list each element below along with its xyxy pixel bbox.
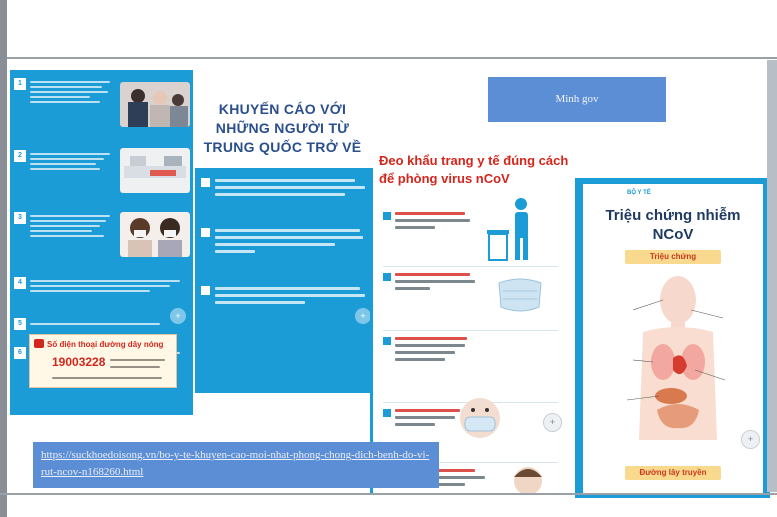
infographic-panel-2 (195, 168, 373, 393)
zoom-icon[interactable]: + (170, 308, 186, 324)
masked-people-photo (120, 212, 190, 257)
masked-face-icon (455, 393, 505, 443)
minh-gov-button[interactable]: Minh gov (488, 77, 666, 122)
hotline-label-text: Số điện thoại đường dây nóng (47, 340, 164, 349)
human-body-illustration (613, 270, 743, 450)
left-edge (0, 0, 7, 517)
item-number: 2 (14, 150, 26, 162)
hotline-number: 19003228 (52, 355, 106, 369)
item-number: 3 (14, 212, 26, 224)
zoom-icon[interactable]: + (741, 430, 760, 449)
hotline-box (29, 334, 177, 388)
infographic-panel-4 (575, 178, 770, 498)
panel-3-title: Đeo khẩu trang y tế đúng cách để phòng virus nCoV (379, 153, 569, 186)
right-edge (767, 60, 777, 492)
phone-icon (34, 339, 44, 348)
bullet-icon (383, 273, 391, 281)
people-photo (120, 82, 190, 127)
bullet-icon (201, 228, 210, 237)
bullet-icon (383, 337, 391, 345)
infographic-collage (7, 60, 777, 492)
list-item (383, 266, 558, 327)
trash-bin-icon (483, 196, 543, 264)
item-number: 6 (14, 347, 26, 359)
list-item (383, 206, 558, 261)
symptoms-label: Triệu chứng (625, 250, 721, 264)
source-url-link[interactable]: https://suckhoedoisong.vn/bo-y-te-khuyen-cao-moi-nhat-phong-chong-dich-benh-do-vi-rut-ncov-n168260.html (33, 442, 439, 488)
bullet-icon (383, 409, 391, 417)
person-face-icon (508, 463, 548, 495)
panel-2-title: KHUYẾN CÁO VỚI NHỮNG NGƯỜI TỪ TRUNG QUỐC TRỞ VỀ (203, 101, 362, 155)
item-number: 5 (14, 318, 26, 330)
transmission-label: Đường lây truyền (625, 466, 721, 480)
zoom-icon[interactable]: + (355, 308, 371, 324)
item-number: 4 (14, 277, 26, 289)
symptoms-sheet (583, 184, 763, 494)
ministry-tag: BỘ Y TẾ (627, 190, 651, 196)
top-divider (0, 57, 777, 59)
panel-4-title: Triệu chứng nhiễm NCoV (605, 207, 741, 243)
bottom-divider (0, 493, 777, 495)
bullet-icon (383, 212, 391, 220)
mask-icon (493, 275, 548, 315)
item-number: 1 (14, 78, 26, 90)
bullet-icon (201, 178, 210, 187)
clinic-photo (120, 148, 190, 193)
hotline-label (34, 339, 163, 349)
list-item (383, 330, 558, 399)
bullet-icon (201, 286, 210, 295)
zoom-icon[interactable]: + (543, 413, 562, 432)
